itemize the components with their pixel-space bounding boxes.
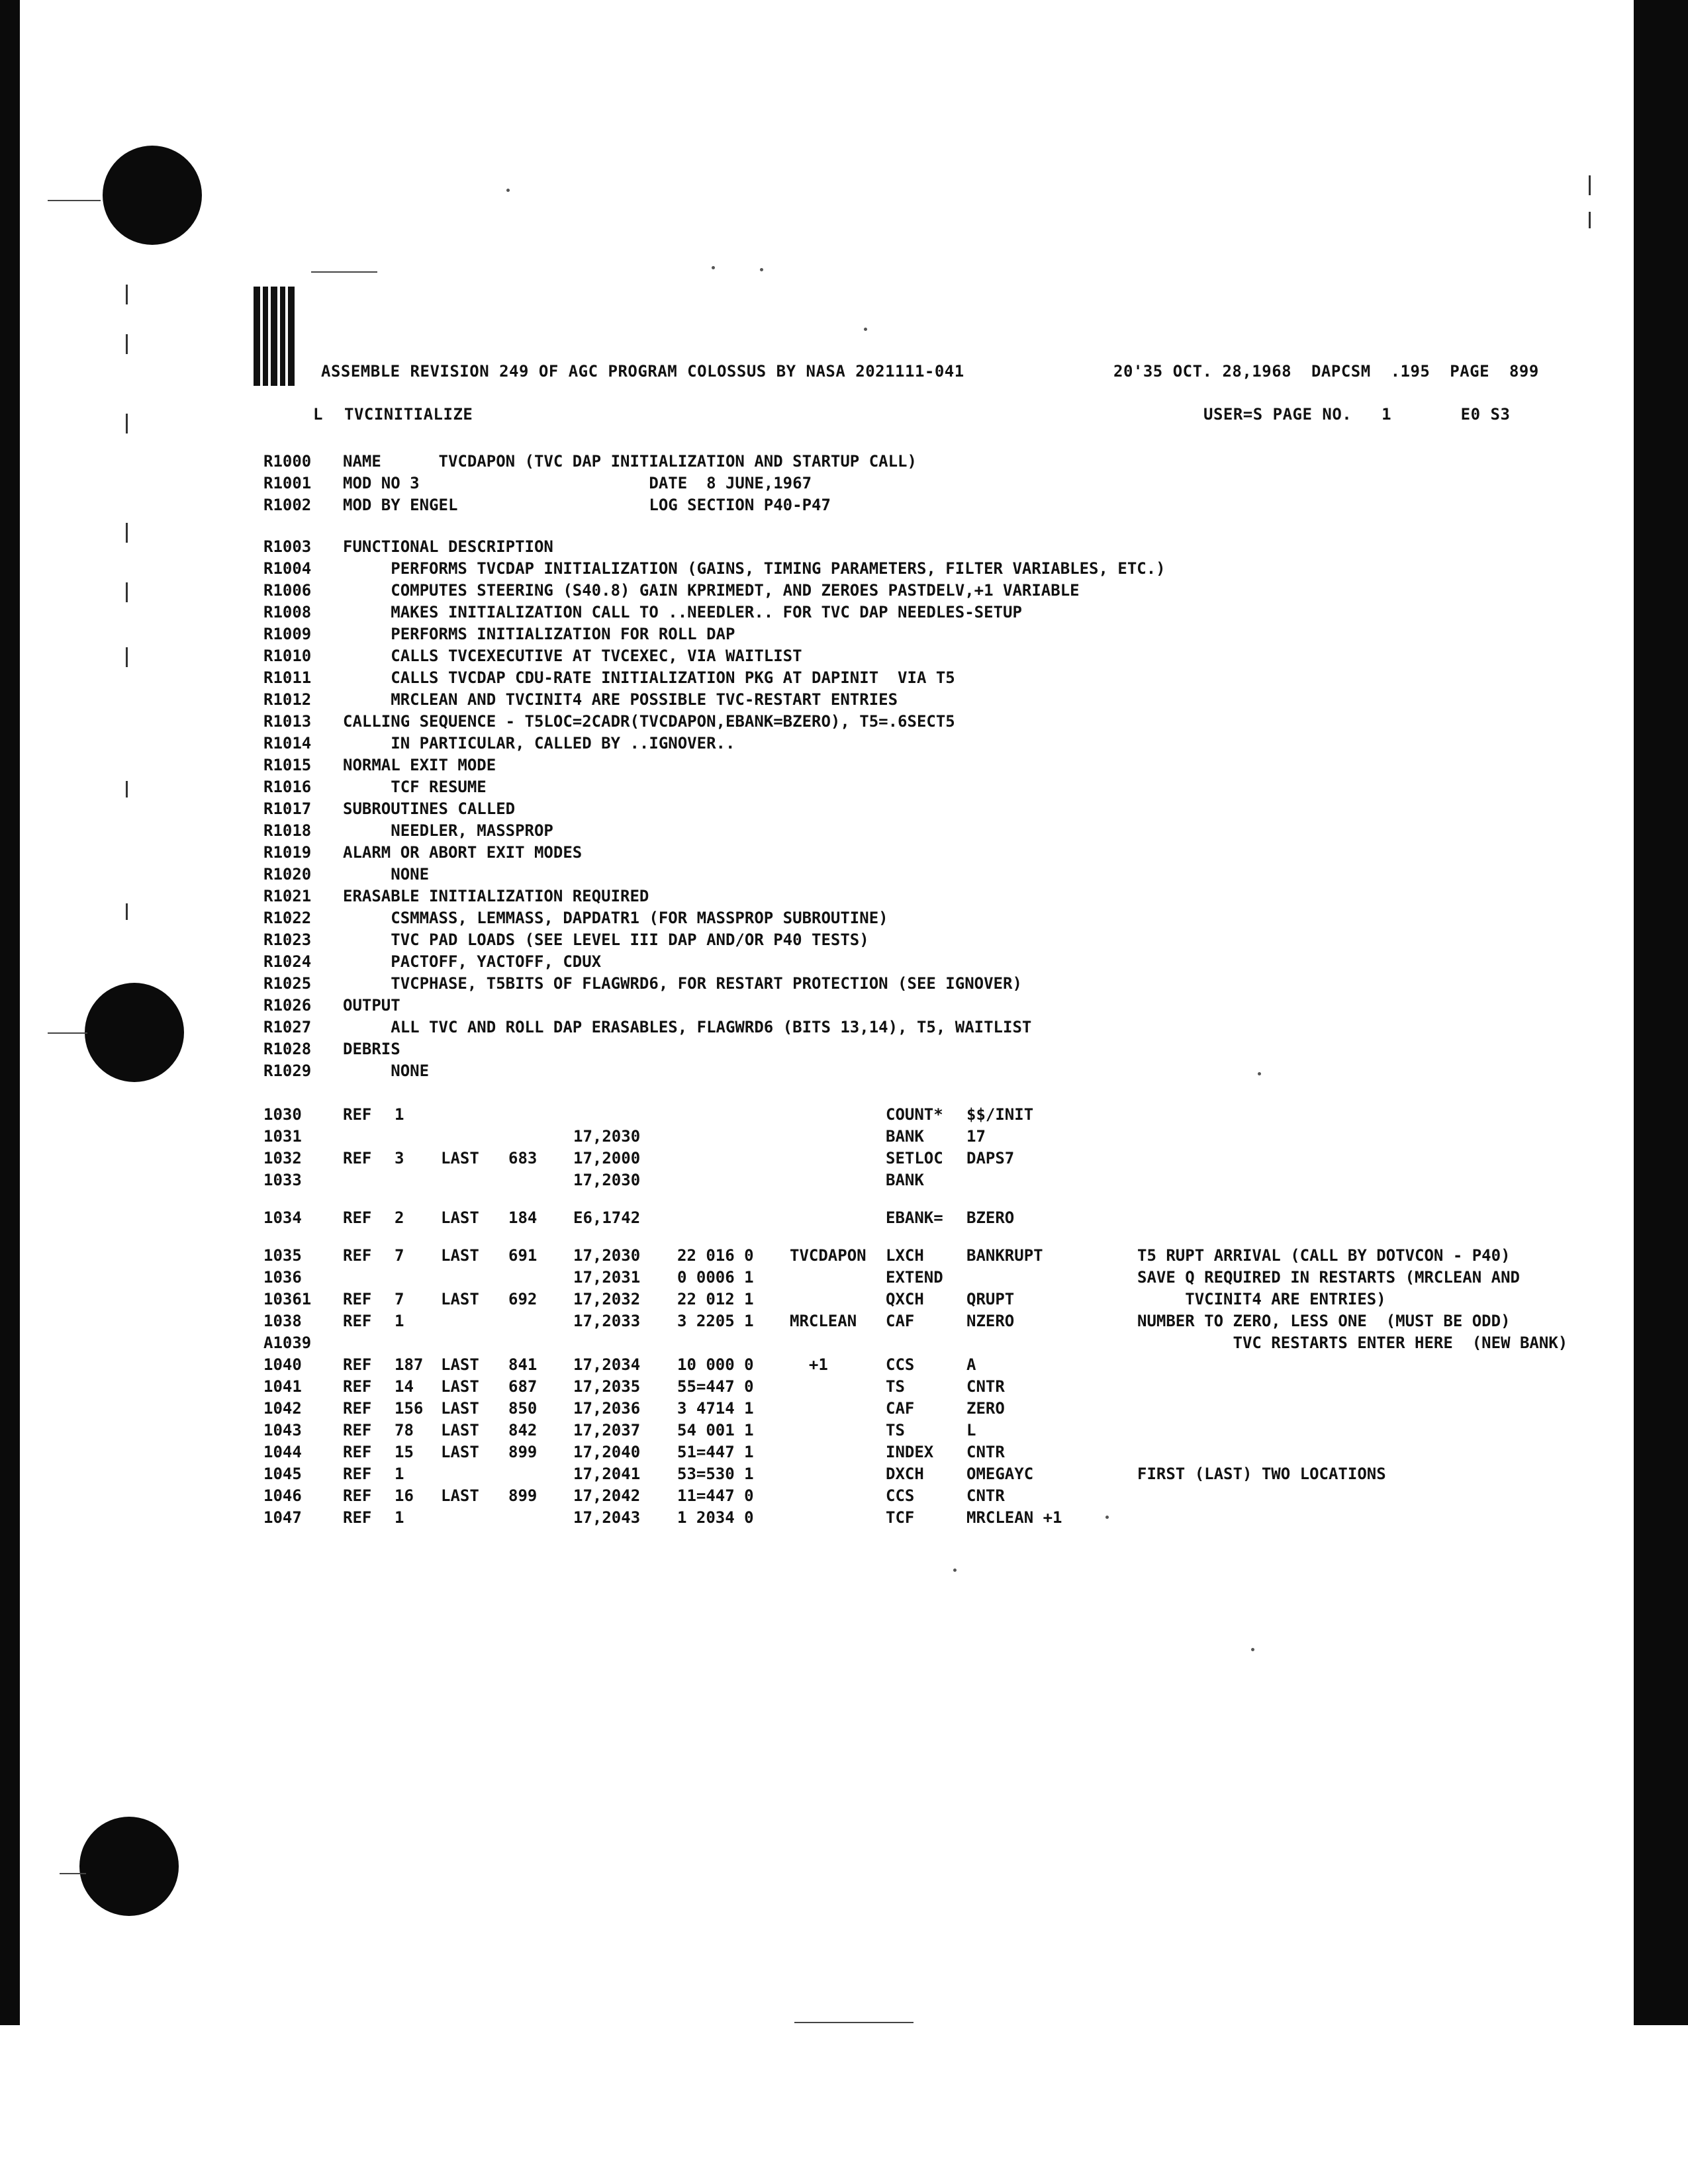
opcode: CCS xyxy=(886,1486,915,1505)
ref-count: 1 xyxy=(395,1465,404,1483)
address: 17,2030 xyxy=(573,1246,641,1265)
ref-flag: REF xyxy=(343,1486,372,1505)
octal-word: 0 0006 1 xyxy=(677,1268,754,1287)
code-row xyxy=(263,1377,1620,1399)
address: 17,2031 xyxy=(573,1268,641,1287)
source-line-number: 1031 xyxy=(263,1127,302,1146)
last-flag: LAST xyxy=(441,1421,479,1439)
octal-word: 51=447 1 xyxy=(677,1443,754,1461)
remark-line xyxy=(263,821,1620,843)
remark-text: NONE xyxy=(343,1062,430,1080)
octal-word: 54 001 1 xyxy=(677,1421,754,1439)
listing-gap xyxy=(263,518,1620,537)
margin-tick xyxy=(1589,175,1591,195)
code-row xyxy=(263,1399,1620,1421)
remark-line xyxy=(263,603,1620,625)
remark-text: COMPUTES STEERING (S40.8) GAIN KPRIMEDT, AND ZEROES PASTDELV,+1 VARIABLE xyxy=(343,581,1080,600)
operand: CNTR xyxy=(966,1486,1005,1505)
address: 17,2032 xyxy=(573,1290,641,1308)
remark-line xyxy=(263,537,1620,559)
last-line-number: 842 xyxy=(508,1421,538,1439)
opcode: EBANK= xyxy=(886,1208,943,1227)
remark-text: TVCPHASE, T5BITS OF FLAGWRD6, FOR RESTART PROTECTION (SEE IGNOVER) xyxy=(343,974,1022,993)
margin-tick xyxy=(126,334,128,354)
code-listing xyxy=(263,1105,1620,1530)
remark-listing xyxy=(263,452,1620,1083)
source-line-number: 1041 xyxy=(263,1377,302,1396)
remark-text: MOD NO 3 DATE 8 JUNE,1967 xyxy=(343,474,812,492)
code-comment: NUMBER TO ZERO, LESS ONE (MUST BE ODD) xyxy=(1137,1312,1511,1330)
remark-line-number: R1002 xyxy=(263,496,312,514)
remark-line-number: R1021 xyxy=(263,887,312,905)
remark-text: CALLING SEQUENCE - T5LOC=2CADR(TVCDAPON,EBANK=BZERO), T5=.6SECT5 xyxy=(343,712,955,731)
last-flag: LAST xyxy=(441,1377,479,1396)
remark-line xyxy=(263,452,1620,474)
row-gap xyxy=(263,1230,1620,1246)
remark-line xyxy=(263,865,1620,887)
remark-text: FUNCTIONAL DESCRIPTION xyxy=(343,537,553,556)
operand: L xyxy=(966,1421,976,1439)
address: 17,2040 xyxy=(573,1443,641,1461)
octal-word: 22 016 0 xyxy=(677,1246,754,1265)
remark-line-number: R1016 xyxy=(263,778,312,796)
remark-line-number: R1020 xyxy=(263,865,312,884)
remark-line xyxy=(263,887,1620,909)
opcode: INDEX xyxy=(886,1443,934,1461)
opcode: LXCH xyxy=(886,1246,924,1265)
remark-line xyxy=(263,559,1620,581)
code-row xyxy=(263,1465,1620,1486)
remark-line-number: R1012 xyxy=(263,690,312,709)
remark-text: NORMAL EXIT MODE xyxy=(343,756,496,774)
code-label: +1 xyxy=(790,1355,828,1374)
source-line-number: 1032 xyxy=(263,1149,302,1167)
margin-dash xyxy=(60,1873,86,1874)
operand: CNTR xyxy=(966,1443,1005,1461)
remark-line xyxy=(263,690,1620,712)
remark-text: PERFORMS INITIALIZATION FOR ROLL DAP xyxy=(343,625,735,643)
opcode: TS xyxy=(886,1377,905,1396)
punch-hole-middle xyxy=(85,983,184,1082)
remark-line xyxy=(263,931,1620,952)
margin-tick xyxy=(126,523,128,543)
ref-flag: REF xyxy=(343,1399,372,1418)
octal-word: 3 4714 1 xyxy=(677,1399,754,1418)
code-comment: T5 RUPT ARRIVAL (CALL BY DOTVCON - P40) xyxy=(1137,1246,1511,1265)
remark-line xyxy=(263,799,1620,821)
remark-line xyxy=(263,647,1620,668)
code-row xyxy=(263,1268,1620,1290)
address: 17,2041 xyxy=(573,1465,641,1483)
source-line-number: 1043 xyxy=(263,1421,302,1439)
source-line-number: A1039 xyxy=(263,1334,312,1352)
last-flag: LAST xyxy=(441,1399,479,1418)
ref-flag: REF xyxy=(343,1421,372,1439)
ref-flag: REF xyxy=(343,1105,372,1124)
address: 17,2034 xyxy=(573,1355,641,1374)
address: 17,2037 xyxy=(573,1421,641,1439)
ref-flag: REF xyxy=(343,1508,372,1527)
operand: BZERO xyxy=(966,1208,1015,1227)
last-line-number: 683 xyxy=(508,1149,538,1167)
remark-text: DEBRIS xyxy=(343,1040,400,1058)
remark-line xyxy=(263,756,1620,778)
remark-text: PACTOFF, YACTOFF, CDUX xyxy=(343,952,602,971)
code-row xyxy=(263,1355,1620,1377)
remark-line xyxy=(263,712,1620,734)
operand: 17 xyxy=(966,1127,986,1146)
source-line-number: 1034 xyxy=(263,1208,302,1227)
last-line-number: 184 xyxy=(508,1208,538,1227)
scan-edge-right xyxy=(1634,0,1688,2025)
remark-text: IN PARTICULAR, CALLED BY ..IGNOVER.. xyxy=(343,734,735,752)
remark-line xyxy=(263,734,1620,756)
remark-line-number: R1013 xyxy=(263,712,312,731)
opcode: CAF xyxy=(886,1399,915,1418)
opcode: TS xyxy=(886,1421,905,1439)
ref-count: 7 xyxy=(395,1290,404,1308)
ref-count: 14 xyxy=(395,1377,414,1396)
octal-word: 53=530 1 xyxy=(677,1465,754,1483)
ref-count: 15 xyxy=(395,1443,414,1461)
remark-text: NAME TVCDAPON (TVC DAP INITIALIZATION AND STARTUP CALL) xyxy=(343,452,917,471)
remark-line-number: R1003 xyxy=(263,537,312,556)
remark-line-number: R1009 xyxy=(263,625,312,643)
remark-line xyxy=(263,909,1620,931)
last-line-number: 691 xyxy=(508,1246,538,1265)
remark-line xyxy=(263,474,1620,496)
opcode: BANK xyxy=(886,1127,924,1146)
ref-count: 187 xyxy=(395,1355,424,1374)
remark-line xyxy=(263,952,1620,974)
remark-text: MOD BY ENGEL LOG SECTION P40-P47 xyxy=(343,496,831,514)
last-flag: LAST xyxy=(441,1208,479,1227)
source-line-number: 1035 xyxy=(263,1246,302,1265)
scan-speck xyxy=(506,189,510,192)
opcode: DXCH xyxy=(886,1465,924,1483)
opcode: CAF xyxy=(886,1312,915,1330)
ref-flag: REF xyxy=(343,1208,372,1227)
scan-speck xyxy=(760,268,763,271)
margin-dash xyxy=(311,271,377,273)
ref-count: 16 xyxy=(395,1486,414,1505)
ref-flag: REF xyxy=(343,1246,372,1265)
margin-tick xyxy=(126,903,128,920)
remark-line-number: R1004 xyxy=(263,559,312,578)
last-flag: LAST xyxy=(441,1149,479,1167)
margin-tick xyxy=(126,285,128,304)
row-gap xyxy=(263,1193,1620,1208)
remark-line xyxy=(263,843,1620,865)
ref-flag: REF xyxy=(343,1465,372,1483)
scan-speck xyxy=(1251,1648,1254,1651)
remark-line xyxy=(263,668,1620,690)
ref-count: 1 xyxy=(395,1508,404,1527)
remark-line-number: R1006 xyxy=(263,581,312,600)
remark-text: CALLS TVCEXECUTIVE AT TVCEXEC, VIA WAITLIST xyxy=(343,647,802,665)
remark-text: MAKES INITIALIZATION CALL TO ..NEEDLER.. FOR TVC DAP NEEDLES-SETUP xyxy=(343,603,1022,621)
source-line-number: 1036 xyxy=(263,1268,302,1287)
ref-flag: REF xyxy=(343,1312,372,1330)
remark-line-number: R1019 xyxy=(263,843,312,862)
margin-tick xyxy=(126,647,128,667)
barcode-mark xyxy=(254,287,295,386)
source-line-number: 1042 xyxy=(263,1399,302,1418)
remark-line-number: R1027 xyxy=(263,1018,312,1036)
remark-line-number: R1024 xyxy=(263,952,312,971)
scan-speck xyxy=(953,1569,957,1572)
operand: MRCLEAN +1 xyxy=(966,1508,1062,1527)
opcode: CCS xyxy=(886,1355,915,1374)
remark-text: PERFORMS TVCDAP INITIALIZATION (GAINS, TIMING PARAMETERS, FILTER VARIABLES, ETC.) xyxy=(343,559,1166,578)
code-row xyxy=(263,1486,1620,1508)
source-line-number: 1045 xyxy=(263,1465,302,1483)
remark-line xyxy=(263,1062,1620,1083)
code-row xyxy=(263,1334,1620,1355)
code-comment: TVC RESTARTS ENTER HERE (NEW BANK) xyxy=(1137,1334,1568,1352)
last-line-number: 850 xyxy=(508,1399,538,1418)
margin-dash xyxy=(48,1032,87,1034)
code-comment: SAVE Q REQUIRED IN RESTARTS (MRCLEAN AND xyxy=(1137,1268,1520,1287)
last-line-number: 841 xyxy=(508,1355,538,1374)
address: 17,2036 xyxy=(573,1399,641,1418)
assembly-datestamp: 20'35 OCT. 28,1968 DAPCSM .195 PAGE 899 xyxy=(1113,362,1539,381)
remark-line xyxy=(263,996,1620,1018)
last-flag: LAST xyxy=(441,1355,479,1374)
code-row xyxy=(263,1105,1620,1127)
operand: NZERO xyxy=(966,1312,1015,1330)
remark-text: ALL TVC AND ROLL DAP ERASABLES, FLAGWRD6 (BITS 13,14), T5, WAITLIST xyxy=(343,1018,1032,1036)
operand: DAPS7 xyxy=(966,1149,1015,1167)
ref-flag: REF xyxy=(343,1377,372,1396)
address: 17,2030 xyxy=(573,1127,641,1146)
operand: CNTR xyxy=(966,1377,1005,1396)
last-flag: LAST xyxy=(441,1443,479,1461)
margin-tick xyxy=(1589,212,1591,228)
remark-line xyxy=(263,496,1620,518)
code-row xyxy=(263,1290,1620,1312)
code-comment: TVCINIT4 ARE ENTRIES) xyxy=(1137,1290,1386,1308)
address: 17,2030 xyxy=(573,1171,641,1189)
code-row xyxy=(263,1149,1620,1171)
punch-hole-top xyxy=(103,146,202,245)
remark-line-number: R1010 xyxy=(263,647,312,665)
remark-text: CALLS TVCDAP CDU-RATE INITIALIZATION PKG AT DAPINIT VIA T5 xyxy=(343,668,955,687)
last-flag: LAST xyxy=(441,1246,479,1265)
remark-text: NONE xyxy=(343,865,430,884)
source-line-number: 1030 xyxy=(263,1105,302,1124)
opcode: BANK xyxy=(886,1171,924,1189)
source-line-number: 1038 xyxy=(263,1312,302,1330)
scan-speck xyxy=(712,266,715,269)
operand: OMEGAYC xyxy=(966,1465,1034,1483)
code-label: TVCDAPON xyxy=(790,1246,867,1265)
ref-flag: REF xyxy=(343,1149,372,1167)
remark-text: OUTPUT xyxy=(343,996,400,1015)
remark-line xyxy=(263,974,1620,996)
remark-line xyxy=(263,1018,1620,1040)
address: 17,2033 xyxy=(573,1312,641,1330)
last-line-number: 899 xyxy=(508,1486,538,1505)
last-flag: LAST xyxy=(441,1486,479,1505)
ref-count: 156 xyxy=(395,1399,424,1418)
remark-line-number: R1029 xyxy=(263,1062,312,1080)
code-row xyxy=(263,1312,1620,1334)
operand: ZERO xyxy=(966,1399,1005,1418)
remark-text: SUBROUTINES CALLED xyxy=(343,799,516,818)
remark-text: ERASABLE INITIALIZATION REQUIRED xyxy=(343,887,649,905)
source-line-number: 1046 xyxy=(263,1486,302,1505)
remark-line-number: R1026 xyxy=(263,996,312,1015)
remark-line-number: R1015 xyxy=(263,756,312,774)
code-row xyxy=(263,1127,1620,1149)
address: 17,2042 xyxy=(573,1486,641,1505)
remark-line xyxy=(263,625,1620,647)
octal-word: 11=447 0 xyxy=(677,1486,754,1505)
remark-line-number: R1017 xyxy=(263,799,312,818)
code-comment: FIRST (LAST) TWO LOCATIONS xyxy=(1137,1465,1386,1483)
ref-flag: REF xyxy=(343,1290,372,1308)
remark-line-number: R1008 xyxy=(263,603,312,621)
octal-word: 10 000 0 xyxy=(677,1355,754,1374)
last-line-number: 692 xyxy=(508,1290,538,1308)
remark-text: TVC PAD LOADS (SEE LEVEL III DAP AND/OR P40 TESTS) xyxy=(343,931,869,949)
opcode: SETLOC xyxy=(886,1149,943,1167)
octal-word: 55=447 0 xyxy=(677,1377,754,1396)
scan-speck xyxy=(864,328,867,331)
remark-line-number: R1025 xyxy=(263,974,312,993)
octal-word: 1 2034 0 xyxy=(677,1508,754,1527)
scan-edge-left xyxy=(0,0,20,2025)
ref-count: 7 xyxy=(395,1246,404,1265)
opcode: QXCH xyxy=(886,1290,924,1308)
source-line-number: 1047 xyxy=(263,1508,302,1527)
code-label: MRCLEAN xyxy=(790,1312,857,1330)
code-row xyxy=(263,1443,1620,1465)
ref-count: 3 xyxy=(395,1149,404,1167)
remark-line-number: R1000 xyxy=(263,452,312,471)
ref-count: 78 xyxy=(395,1421,414,1439)
punch-hole-bottom xyxy=(79,1817,179,1916)
source-line-number: 1033 xyxy=(263,1171,302,1189)
remark-text: MRCLEAN AND TVCINIT4 ARE POSSIBLE TVC-RESTART ENTRIES xyxy=(343,690,898,709)
last-line-number: 899 xyxy=(508,1443,538,1461)
source-line-number: 1040 xyxy=(263,1355,302,1374)
assembly-title: ASSEMBLE REVISION 249 OF AGC PROGRAM COLOSSUS BY NASA 2021111-041 xyxy=(321,362,964,381)
operand: $$/INIT xyxy=(966,1105,1034,1124)
remark-line xyxy=(263,1040,1620,1062)
line-type-marker: L xyxy=(313,405,323,424)
address: 17,2043 xyxy=(573,1508,641,1527)
opcode: EXTEND xyxy=(886,1268,943,1287)
remark-text: TCF RESUME xyxy=(343,778,487,796)
operand: BANKRUPT xyxy=(966,1246,1043,1265)
remark-line-number: R1001 xyxy=(263,474,312,492)
operand: A xyxy=(966,1355,976,1374)
opcode: TCF xyxy=(886,1508,915,1527)
operand: QRUPT xyxy=(966,1290,1015,1308)
remark-line-number: R1028 xyxy=(263,1040,312,1058)
ref-count: 1 xyxy=(395,1105,404,1124)
margin-tick xyxy=(126,781,128,797)
code-row xyxy=(263,1171,1620,1193)
user-page-number: USER=S PAGE NO. 1 E0 S3 xyxy=(1203,405,1511,424)
remark-line-number: R1022 xyxy=(263,909,312,927)
section-name: TVCINITIALIZE xyxy=(344,405,473,424)
octal-word: 3 2205 1 xyxy=(677,1312,754,1330)
remark-line-number: R1011 xyxy=(263,668,312,687)
opcode: COUNT* xyxy=(886,1105,943,1124)
ref-flag: REF xyxy=(343,1355,372,1374)
remark-line-number: R1018 xyxy=(263,821,312,840)
source-line-number: 10361 xyxy=(263,1290,312,1308)
remark-line-number: R1014 xyxy=(263,734,312,752)
margin-tick xyxy=(126,414,128,433)
margin-dash xyxy=(48,200,101,201)
margin-tick xyxy=(126,582,128,602)
code-row xyxy=(263,1508,1620,1530)
code-row xyxy=(263,1246,1620,1268)
address: 17,2035 xyxy=(573,1377,641,1396)
last-line-number: 687 xyxy=(508,1377,538,1396)
ref-count: 2 xyxy=(395,1208,404,1227)
remark-text: ALARM OR ABORT EXIT MODES xyxy=(343,843,583,862)
remark-line xyxy=(263,778,1620,799)
address: E6,1742 xyxy=(573,1208,641,1227)
remark-text: CSMMASS, LEMMASS, DAPDATR1 (FOR MASSPROP SUBROUTINE) xyxy=(343,909,888,927)
last-flag: LAST xyxy=(441,1290,479,1308)
remark-line-number: R1023 xyxy=(263,931,312,949)
octal-word: 22 012 1 xyxy=(677,1290,754,1308)
address: 17,2000 xyxy=(573,1149,641,1167)
margin-dash xyxy=(794,2022,914,2023)
code-row xyxy=(263,1208,1620,1230)
code-row xyxy=(263,1421,1620,1443)
source-line-number: 1044 xyxy=(263,1443,302,1461)
remark-text: NEEDLER, MASSPROP xyxy=(343,821,553,840)
remark-line xyxy=(263,581,1620,603)
ref-count: 1 xyxy=(395,1312,404,1330)
ref-flag: REF xyxy=(343,1443,372,1461)
